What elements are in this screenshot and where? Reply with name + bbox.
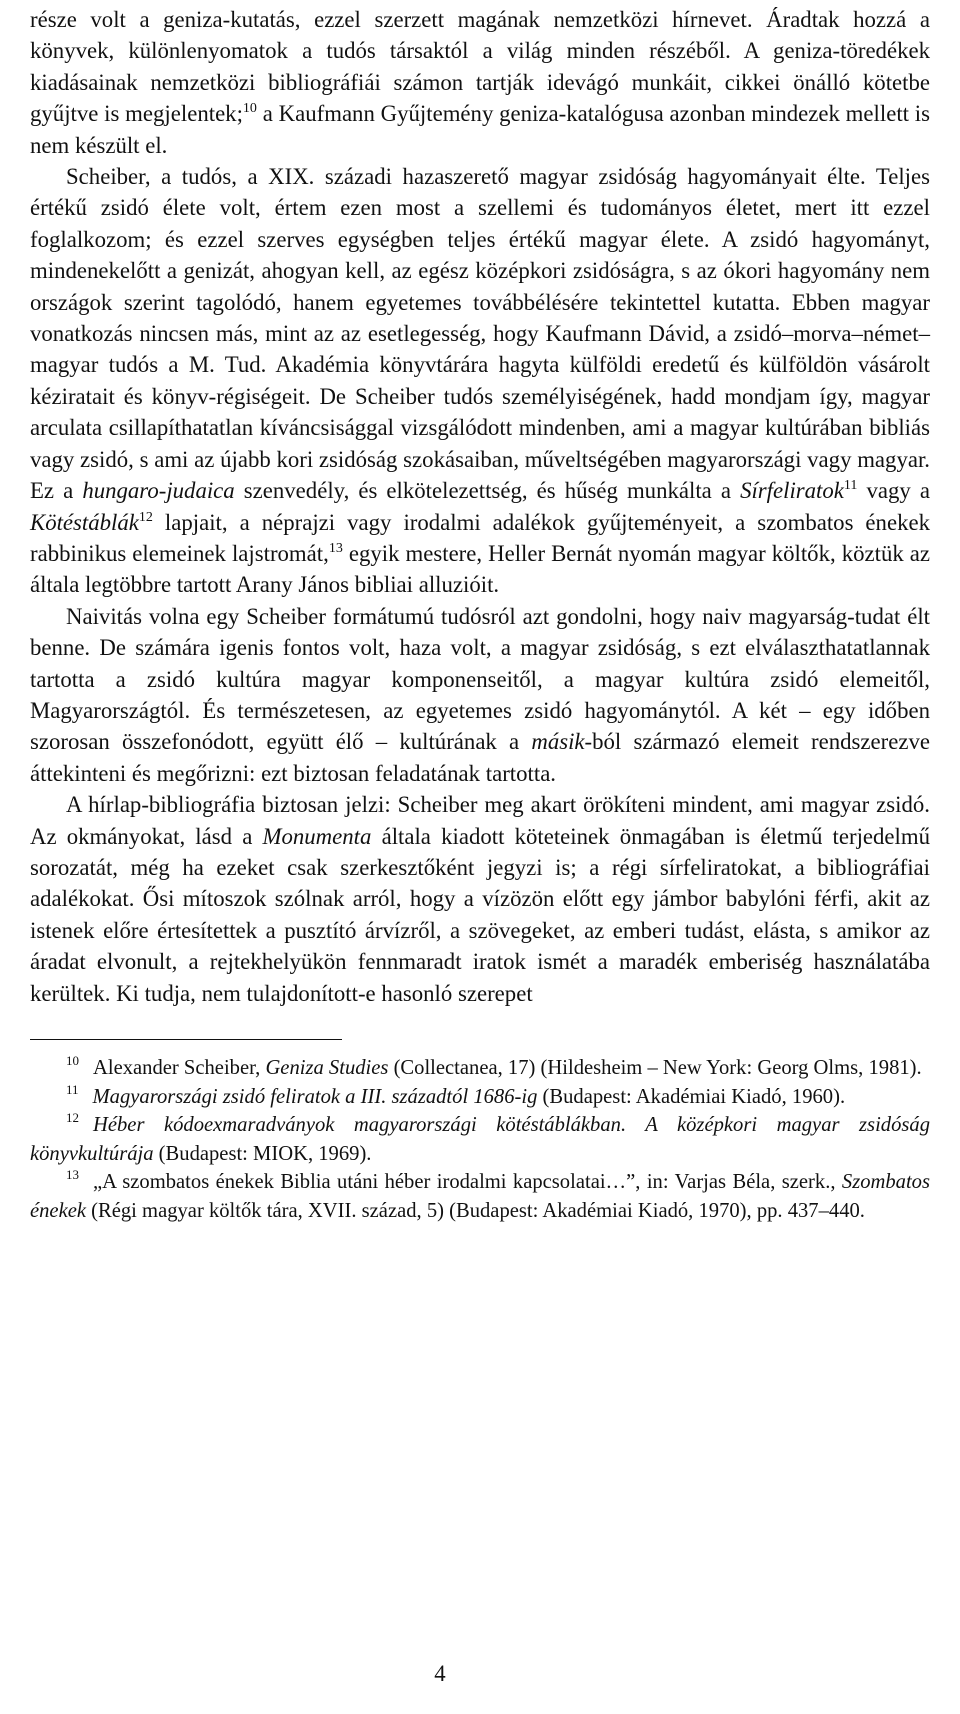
footnote — [30, 1168, 930, 1225]
italic-text: Geniza Studies — [265, 1057, 389, 1079]
text-run: A hírlap-bibliográfia biztosan jelzi: Scheiber meg akart örökíteni mindent, ami magyar zsidó. Az okmányokat, lásd a — [30, 792, 930, 849]
footnote-number: 13 — [66, 1167, 79, 1183]
footnote-number: 12 — [66, 1110, 79, 1126]
italic-text: Héber kódoexmaradványok magyarországi kötéstáblákban. A középkori magyar zsidóság könyvkultúrája — [30, 1114, 930, 1165]
footnote-number: 11 — [66, 1081, 79, 1097]
text-run: (Collectanea, 17) (Hildesheim – New York: Georg Olms, 1981). — [388, 1057, 922, 1079]
text-run: (Régi magyar költők tára, XVII. század, 5) (Budapest: Akadémiai Kiadó, 1970), pp. 437–440. — [86, 1199, 865, 1222]
text-run: -ból származó elemeit rendszerezve áttekinteni és megőrizni: ezt biztosan feladatának tartotta. — [30, 729, 930, 786]
text-run: (Budapest: Akadémiai Kiadó, 1960). — [537, 1085, 846, 1108]
italic-text: Szombatos énekek — [30, 1171, 930, 1222]
text-run: általa kiadott köteteinek önmagában is életmű terjedelmű sorozatát, még ha ezeket csak szerkesztőként jegyzi is; a régi sírfeliratokat, a bibliográfiai adalékokat. Ősi mítoszok szólnak arról, hogy a vízözön előtt egy jámbor babylóni férfi, akit az istenek előre értesítettek a pusztító árvízről, a szövegeket, az emberi tudást, elásta, s amikor az áradat elvonult, a rejtekhelyükön fennmaradt iratok ismét a maradék emberiség használatába kerültek. Ki tudja, nem tulajdonított-e hasonló szerepet — [30, 823, 930, 1006]
footnote — [30, 1083, 930, 1112]
footnote-number: 10 — [66, 1053, 79, 1068]
footnotes — [30, 1054, 930, 1226]
text-run: Alexander Scheiber, — [93, 1057, 266, 1079]
footnote-reference: 11 — [843, 478, 858, 494]
text-run: része volt a geniza-kutatás, ezzel szerzett magának nemzetközi hírnevet. Áradtak hozzá a könyvek, különlenyomatok a tudós társaktól a világ minden részéből. A geniza-töredékek kiadásainak nemzetközi bibliográfiái számon tartják idevágó munkáit, cikkei önálló kötetbe gyűjtve is megjelentek; — [30, 7, 930, 127]
footnote — [30, 1111, 930, 1168]
italic-text: Magyarországi zsidó feliratok a III. századtól 1686-ig — [92, 1085, 538, 1108]
italic-text: hungaro-judaica — [82, 478, 235, 504]
footnote-reference: 12 — [138, 509, 153, 525]
text-run: Naivitás volna egy Scheiber formátumú tudósról azt gondolni, hogy naiv magyarság-tudat élt benne. De számára igenis fontos volt, haza volt, a magyar zsidóság, s ezt elválaszthatatlannak tartotta a zsidó kultúra magyar komponenseitől, a magyar kultúra zsidó elemeitől, Magyarországtól. És természetesen, az egyetemes zsidó hagyománytól. A két – egy időben szorosan összefonódott, együtt élő – kultúrának a — [30, 603, 930, 755]
footnote-reference: 10 — [242, 101, 257, 117]
page-number: 4 — [434, 1661, 446, 1686]
text-run: szenvedély, és elkötelezettség, és hűség munkálta a — [234, 478, 741, 504]
text-run: lapjait, a néprajzi vagy irodalmi adalékok gyűjteményeit, a szombatos énekek rabbinikus elemeinek lajstromát, — [30, 509, 930, 566]
document-page — [30, 4, 930, 1226]
text-run: Scheiber, a tudós, a XIX. századi hazaszerető magyar zsidóság hagyományait élte. Teljes értékű zsidó élete volt, értem ezen most a szellemi és tudományos életet, mert itt ezzel foglalkozom; és ezzel szerves egységben teljes értékű magyar élete. A zsidó hagyományt, mindenekelőtt a genizát, ahogyan kell, az egész középkori zsidóságra, s az ókori hagyomány nem országok szerint tagolódó, hanem egyetemes továbbélésére tekintettel kutatta. Ebben magyar vonatkozás nincsen más, mint az az esetlegesség, hogy Kaufmann Dávid, a zsidó–morva–német–magyar tudós a M. Tud. Akadémia könyvtárára hagyta külföldi eredetű és külföldön vásárolt kéziratait és könyv-régiségeit. De Scheiber tudós személyiségének, hadd mondjam így, magyar arculata csillapíthatatlan kíváncsisággal vizsgálódott mindenben, ami a magyar kultúrában bibliás vagy zsidó, s ami az újabb kori zsidóság szokásaiban, műveltségében magyarországi vagy magyar. Ez a — [30, 164, 930, 504]
footnote-separator — [30, 1039, 342, 1040]
paragraph — [30, 161, 930, 601]
footnote-reference: 13 — [328, 540, 343, 556]
text-run: a Kaufmann Gyűjtemény geniza-katalógusa azonban mindezek mellett is nem készült el. — [30, 101, 930, 158]
footnote — [30, 1054, 930, 1083]
italic-text: Monumenta — [262, 823, 372, 849]
text-run: egyik mestere, Heller Bernát nyomán magyar költők, köztük az általa legtöbbre tartott Arany János bibliai alluzióit. — [30, 540, 930, 598]
text-run: (Budapest: MIOK, 1969). — [153, 1142, 372, 1165]
paragraph — [30, 789, 930, 1009]
paragraph — [30, 601, 930, 789]
text-run: vagy a — [857, 478, 930, 504]
body-text — [30, 4, 930, 1009]
paragraph — [30, 4, 930, 161]
italic-text: Kötéstáblák — [30, 509, 139, 535]
italic-text: másik — [531, 729, 585, 755]
text-run: „A szombatos énekek Biblia utáni héber irodalmi kapcsolatai…”, in: Varjas Béla, szerk., — [93, 1171, 842, 1194]
italic-text: Sírfeliratok — [740, 478, 844, 504]
